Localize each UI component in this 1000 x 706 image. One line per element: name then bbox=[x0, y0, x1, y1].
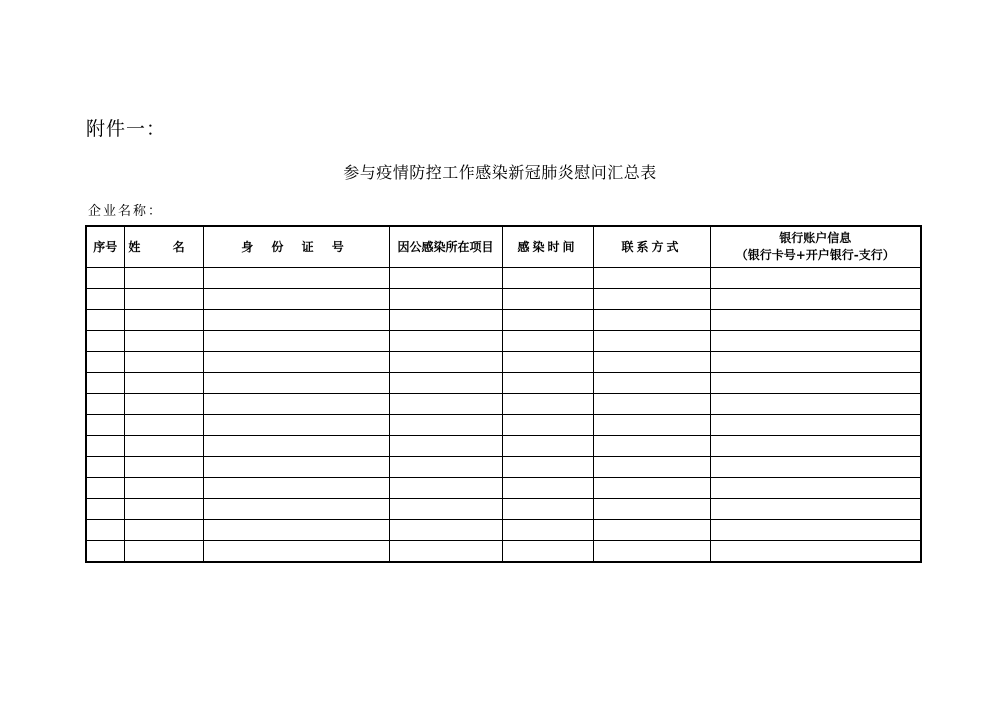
table-row bbox=[86, 310, 921, 331]
table-cell bbox=[710, 520, 921, 541]
table-cell bbox=[124, 289, 203, 310]
table-cell bbox=[124, 394, 203, 415]
table-cell bbox=[203, 289, 389, 310]
table-cell bbox=[203, 541, 389, 563]
table-cell bbox=[86, 268, 124, 289]
table-cell bbox=[124, 457, 203, 478]
table-cell bbox=[203, 415, 389, 436]
table-cell bbox=[124, 331, 203, 352]
table-cell bbox=[86, 373, 124, 394]
table-cell bbox=[710, 457, 921, 478]
table-cell bbox=[502, 415, 593, 436]
table-cell bbox=[124, 520, 203, 541]
table-cell bbox=[710, 478, 921, 499]
table-cell bbox=[124, 541, 203, 563]
summary-table bbox=[85, 225, 922, 563]
table-row bbox=[86, 352, 921, 373]
table-header-row bbox=[86, 226, 921, 268]
table-cell bbox=[124, 310, 203, 331]
table-cell bbox=[124, 373, 203, 394]
table-cell bbox=[593, 268, 710, 289]
table-cell bbox=[389, 478, 502, 499]
table-cell bbox=[593, 520, 710, 541]
header-bank-subtitle: （银行卡号+开户银行-支行） bbox=[735, 248, 895, 262]
table-cell bbox=[502, 289, 593, 310]
table-cell bbox=[203, 394, 389, 415]
document-title: 参与疫情防控工作感染新冠肺炎慰问汇总表 bbox=[343, 163, 657, 182]
table-row bbox=[86, 394, 921, 415]
table-cell bbox=[593, 373, 710, 394]
table-cell bbox=[710, 436, 921, 457]
table-cell bbox=[86, 499, 124, 520]
table-cell bbox=[593, 436, 710, 457]
table-row bbox=[86, 457, 921, 478]
table-row bbox=[86, 478, 921, 499]
table-cell bbox=[389, 499, 502, 520]
table-cell bbox=[389, 268, 502, 289]
table-cell bbox=[593, 310, 710, 331]
table-cell bbox=[203, 478, 389, 499]
table-cell bbox=[502, 331, 593, 352]
table-cell bbox=[593, 415, 710, 436]
table-cell bbox=[203, 352, 389, 373]
header-infection-project: 因公感染所在项目 bbox=[389, 226, 502, 268]
table-cell bbox=[389, 520, 502, 541]
table-row bbox=[86, 541, 921, 563]
table-cell bbox=[203, 520, 389, 541]
table-cell bbox=[124, 415, 203, 436]
table-cell bbox=[593, 394, 710, 415]
table-cell bbox=[502, 352, 593, 373]
table-cell bbox=[710, 310, 921, 331]
table-cell bbox=[86, 415, 124, 436]
table-cell bbox=[86, 520, 124, 541]
header-name: 姓 名 bbox=[124, 226, 203, 268]
table-row bbox=[86, 520, 921, 541]
table-row bbox=[86, 331, 921, 352]
table-cell bbox=[710, 499, 921, 520]
header-bank-account-info bbox=[710, 226, 921, 268]
table-row bbox=[86, 373, 921, 394]
table-cell bbox=[203, 310, 389, 331]
table-cell bbox=[710, 541, 921, 563]
table-cell bbox=[502, 373, 593, 394]
table-cell bbox=[203, 331, 389, 352]
table-cell bbox=[203, 499, 389, 520]
table-cell bbox=[593, 457, 710, 478]
table-cell bbox=[593, 499, 710, 520]
table-body bbox=[86, 268, 921, 563]
table-cell bbox=[502, 436, 593, 457]
table-cell bbox=[124, 268, 203, 289]
table-cell bbox=[593, 478, 710, 499]
table-cell bbox=[203, 373, 389, 394]
table-row bbox=[86, 436, 921, 457]
table-cell bbox=[389, 352, 502, 373]
table-cell bbox=[502, 520, 593, 541]
table-cell bbox=[502, 457, 593, 478]
table-cell bbox=[710, 394, 921, 415]
table-cell bbox=[502, 478, 593, 499]
table-cell bbox=[389, 310, 502, 331]
table-cell bbox=[593, 541, 710, 563]
table-cell bbox=[502, 499, 593, 520]
table-row bbox=[86, 499, 921, 520]
table-cell bbox=[124, 478, 203, 499]
table-cell bbox=[86, 478, 124, 499]
table-row bbox=[86, 268, 921, 289]
table-cell bbox=[124, 499, 203, 520]
table-cell bbox=[389, 436, 502, 457]
table-cell bbox=[124, 352, 203, 373]
table-cell bbox=[389, 331, 502, 352]
header-id-number: 身 份 证 号 bbox=[203, 226, 389, 268]
table-cell bbox=[710, 415, 921, 436]
header-serial-number: 序号 bbox=[86, 226, 124, 268]
table-cell bbox=[86, 457, 124, 478]
company-name-label: 企业名称： bbox=[88, 204, 164, 219]
header-contact: 联系方式 bbox=[593, 226, 710, 268]
table-cell bbox=[710, 352, 921, 373]
table-cell bbox=[86, 394, 124, 415]
table-cell bbox=[389, 415, 502, 436]
table-cell bbox=[710, 268, 921, 289]
header-infection-time: 感染时间 bbox=[502, 226, 593, 268]
table-cell bbox=[389, 289, 502, 310]
table-cell bbox=[593, 289, 710, 310]
table-cell bbox=[389, 394, 502, 415]
table-cell bbox=[86, 541, 124, 563]
table-cell bbox=[502, 394, 593, 415]
table-cell bbox=[502, 310, 593, 331]
table-cell bbox=[389, 457, 502, 478]
table-cell bbox=[86, 289, 124, 310]
table-cell bbox=[86, 352, 124, 373]
attachment-label: 附件一： bbox=[86, 118, 167, 140]
table-cell bbox=[710, 373, 921, 394]
table-cell bbox=[389, 541, 502, 563]
table-row bbox=[86, 289, 921, 310]
table-cell bbox=[502, 541, 593, 563]
table-row bbox=[86, 415, 921, 436]
table-cell bbox=[710, 331, 921, 352]
table-cell bbox=[389, 373, 502, 394]
table-cell bbox=[203, 457, 389, 478]
table-cell bbox=[593, 352, 710, 373]
table-cell bbox=[86, 331, 124, 352]
table-cell bbox=[124, 436, 203, 457]
table-cell bbox=[710, 289, 921, 310]
table-cell bbox=[593, 331, 710, 352]
table-cell bbox=[203, 268, 389, 289]
table-cell bbox=[502, 268, 593, 289]
table-cell bbox=[203, 436, 389, 457]
table-cell bbox=[86, 436, 124, 457]
header-bank-title: 银行账户信息 bbox=[779, 231, 852, 245]
table-cell bbox=[86, 310, 124, 331]
